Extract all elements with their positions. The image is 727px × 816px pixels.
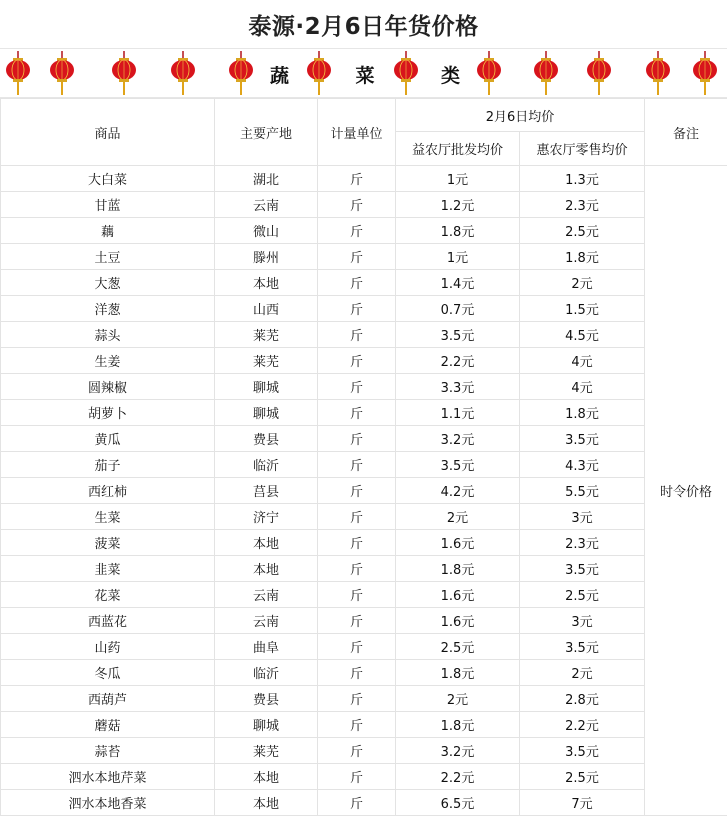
cell-product: 山药 bbox=[1, 634, 215, 660]
header-date-group: 2月6日均价 bbox=[396, 99, 645, 132]
cell-wholesale: 0.7元 bbox=[396, 296, 520, 322]
cell-wholesale: 1.1元 bbox=[396, 400, 520, 426]
cell-product: 甘蓝 bbox=[1, 192, 215, 218]
cell-origin: 云南 bbox=[215, 608, 318, 634]
price-table bbox=[0, 98, 727, 816]
cell-unit: 斤 bbox=[318, 400, 396, 426]
cell-product: 花菜 bbox=[1, 582, 215, 608]
cell-product: 黄瓜 bbox=[1, 426, 215, 452]
cell-retail: 3.5元 bbox=[520, 556, 645, 582]
table-row bbox=[1, 270, 727, 296]
cell-wholesale: 1.6元 bbox=[396, 582, 520, 608]
category-title bbox=[270, 59, 460, 89]
red-lantern-icon bbox=[693, 51, 717, 95]
cell-origin: 本地 bbox=[215, 764, 318, 790]
red-lantern-icon bbox=[171, 51, 195, 95]
cell-retail: 2.5元 bbox=[520, 764, 645, 790]
cell-unit: 斤 bbox=[318, 322, 396, 348]
table-row bbox=[1, 322, 727, 348]
cell-wholesale: 2.2元 bbox=[396, 348, 520, 374]
cell-origin: 济宁 bbox=[215, 504, 318, 530]
cell-retail: 3元 bbox=[520, 504, 645, 530]
table-row bbox=[1, 660, 727, 686]
header-note: 备注 bbox=[645, 99, 727, 166]
cell-retail: 2.2元 bbox=[520, 712, 645, 738]
cell-wholesale: 3.5元 bbox=[396, 322, 520, 348]
cell-retail: 3.5元 bbox=[520, 738, 645, 764]
cell-retail: 2元 bbox=[520, 270, 645, 296]
cell-product: 土豆 bbox=[1, 244, 215, 270]
table-row bbox=[1, 504, 727, 530]
cell-product: 泗水本地香菜 bbox=[1, 790, 215, 816]
cell-product: 大白菜 bbox=[1, 166, 215, 192]
cell-origin: 本地 bbox=[215, 790, 318, 816]
table-body bbox=[1, 166, 727, 816]
cell-unit: 斤 bbox=[318, 504, 396, 530]
table-row bbox=[1, 608, 727, 634]
table-row bbox=[1, 348, 727, 374]
cell-wholesale: 3.2元 bbox=[396, 738, 520, 764]
table-row bbox=[1, 738, 727, 764]
cell-origin: 山西 bbox=[215, 296, 318, 322]
cell-origin: 莱芜 bbox=[215, 348, 318, 374]
cell-retail: 1.8元 bbox=[520, 400, 645, 426]
category-char: 类 bbox=[441, 61, 460, 88]
cell-unit: 斤 bbox=[318, 634, 396, 660]
page-title: 泰源·2月6日年货价格 bbox=[0, 0, 727, 48]
cell-retail: 7元 bbox=[520, 790, 645, 816]
category-char: 蔬 bbox=[270, 61, 289, 88]
cell-wholesale: 3.2元 bbox=[396, 426, 520, 452]
table-row bbox=[1, 374, 727, 400]
cell-retail: 5.5元 bbox=[520, 478, 645, 504]
cell-retail: 4.3元 bbox=[520, 452, 645, 478]
red-lantern-icon bbox=[587, 51, 611, 95]
table-row bbox=[1, 218, 727, 244]
cell-product: 生姜 bbox=[1, 348, 215, 374]
cell-origin: 莒县 bbox=[215, 478, 318, 504]
cell-unit: 斤 bbox=[318, 374, 396, 400]
table-row bbox=[1, 244, 727, 270]
cell-unit: 斤 bbox=[318, 530, 396, 556]
header-unit: 计量单位 bbox=[318, 99, 396, 166]
cell-unit: 斤 bbox=[318, 790, 396, 816]
cell-unit: 斤 bbox=[318, 192, 396, 218]
table-row bbox=[1, 296, 727, 322]
red-lantern-icon bbox=[646, 51, 670, 95]
cell-unit: 斤 bbox=[318, 660, 396, 686]
cell-wholesale: 3.3元 bbox=[396, 374, 520, 400]
cell-unit: 斤 bbox=[318, 556, 396, 582]
category-char: 菜 bbox=[355, 61, 374, 88]
cell-unit: 斤 bbox=[318, 608, 396, 634]
cell-origin: 滕州 bbox=[215, 244, 318, 270]
cell-unit: 斤 bbox=[318, 478, 396, 504]
cell-unit: 斤 bbox=[318, 218, 396, 244]
cell-wholesale: 2.5元 bbox=[396, 634, 520, 660]
cell-retail: 4.5元 bbox=[520, 322, 645, 348]
cell-wholesale: 1元 bbox=[396, 166, 520, 192]
cell-product: 冬瓜 bbox=[1, 660, 215, 686]
cell-origin: 莱芜 bbox=[215, 738, 318, 764]
cell-retail: 4元 bbox=[520, 348, 645, 374]
table-row bbox=[1, 400, 727, 426]
cell-origin: 本地 bbox=[215, 270, 318, 296]
header-product: 商品 bbox=[1, 99, 215, 166]
cell-product: 茄子 bbox=[1, 452, 215, 478]
cell-product: 大葱 bbox=[1, 270, 215, 296]
cell-retail: 3元 bbox=[520, 608, 645, 634]
header-origin: 主要产地 bbox=[215, 99, 318, 166]
cell-product: 蘑菇 bbox=[1, 712, 215, 738]
cell-retail: 1.8元 bbox=[520, 244, 645, 270]
cell-retail: 3.5元 bbox=[520, 634, 645, 660]
cell-product: 圆辣椒 bbox=[1, 374, 215, 400]
cell-unit: 斤 bbox=[318, 270, 396, 296]
cell-unit: 斤 bbox=[318, 348, 396, 374]
cell-product: 西蓝花 bbox=[1, 608, 215, 634]
cell-retail: 2.5元 bbox=[520, 218, 645, 244]
cell-wholesale: 6.5元 bbox=[396, 790, 520, 816]
cell-origin: 聊城 bbox=[215, 712, 318, 738]
cell-origin: 莱芜 bbox=[215, 322, 318, 348]
cell-wholesale: 1.8元 bbox=[396, 218, 520, 244]
table-row bbox=[1, 452, 727, 478]
red-lantern-icon bbox=[50, 51, 74, 95]
cell-origin: 费县 bbox=[215, 686, 318, 712]
table-row bbox=[1, 712, 727, 738]
cell-origin: 聊城 bbox=[215, 400, 318, 426]
cell-wholesale: 4.2元 bbox=[396, 478, 520, 504]
cell-retail: 2.5元 bbox=[520, 582, 645, 608]
cell-retail: 1.5元 bbox=[520, 296, 645, 322]
cell-wholesale: 1.8元 bbox=[396, 556, 520, 582]
table-row bbox=[1, 192, 727, 218]
cell-product: 藕 bbox=[1, 218, 215, 244]
cell-origin: 云南 bbox=[215, 582, 318, 608]
table-row bbox=[1, 166, 727, 192]
cell-origin: 聊城 bbox=[215, 374, 318, 400]
cell-wholesale: 2元 bbox=[396, 686, 520, 712]
header-retail: 惠农厅零售均价 bbox=[520, 132, 645, 166]
cell-origin: 云南 bbox=[215, 192, 318, 218]
cell-unit: 斤 bbox=[318, 452, 396, 478]
cell-origin: 本地 bbox=[215, 556, 318, 582]
cell-retail: 4元 bbox=[520, 374, 645, 400]
cell-unit: 斤 bbox=[318, 764, 396, 790]
table-row bbox=[1, 478, 727, 504]
cell-product: 菠菜 bbox=[1, 530, 215, 556]
cell-wholesale: 1.6元 bbox=[396, 530, 520, 556]
red-lantern-icon bbox=[112, 51, 136, 95]
cell-product: 生菜 bbox=[1, 504, 215, 530]
category-banner bbox=[0, 48, 727, 98]
red-lantern-icon bbox=[6, 51, 30, 95]
cell-unit: 斤 bbox=[318, 712, 396, 738]
cell-retail: 2.8元 bbox=[520, 686, 645, 712]
cell-unit: 斤 bbox=[318, 166, 396, 192]
cell-unit: 斤 bbox=[318, 686, 396, 712]
cell-unit: 斤 bbox=[318, 426, 396, 452]
header-wholesale: 益农厅批发均价 bbox=[396, 132, 520, 166]
table-row bbox=[1, 634, 727, 660]
cell-unit: 斤 bbox=[318, 738, 396, 764]
table-row bbox=[1, 686, 727, 712]
cell-origin: 费县 bbox=[215, 426, 318, 452]
cell-product: 西葫芦 bbox=[1, 686, 215, 712]
cell-wholesale: 2元 bbox=[396, 504, 520, 530]
cell-wholesale: 1.8元 bbox=[396, 712, 520, 738]
cell-wholesale: 2.2元 bbox=[396, 764, 520, 790]
cell-product: 西红柿 bbox=[1, 478, 215, 504]
cell-wholesale: 1.8元 bbox=[396, 660, 520, 686]
cell-product: 蒜苔 bbox=[1, 738, 215, 764]
cell-product: 韭菜 bbox=[1, 556, 215, 582]
cell-wholesale: 1元 bbox=[396, 244, 520, 270]
cell-unit: 斤 bbox=[318, 296, 396, 322]
cell-origin: 本地 bbox=[215, 530, 318, 556]
table-row bbox=[1, 530, 727, 556]
cell-unit: 斤 bbox=[318, 244, 396, 270]
cell-note: 时令价格 bbox=[645, 166, 727, 816]
cell-product: 洋葱 bbox=[1, 296, 215, 322]
cell-unit: 斤 bbox=[318, 582, 396, 608]
cell-wholesale: 1.6元 bbox=[396, 608, 520, 634]
cell-origin: 湖北 bbox=[215, 166, 318, 192]
cell-origin: 临沂 bbox=[215, 452, 318, 478]
cell-retail: 2元 bbox=[520, 660, 645, 686]
cell-origin: 微山 bbox=[215, 218, 318, 244]
cell-wholesale: 3.5元 bbox=[396, 452, 520, 478]
cell-origin: 曲阜 bbox=[215, 634, 318, 660]
cell-retail: 3.5元 bbox=[520, 426, 645, 452]
table-row bbox=[1, 556, 727, 582]
cell-wholesale: 1.4元 bbox=[396, 270, 520, 296]
red-lantern-icon bbox=[534, 51, 558, 95]
cell-wholesale: 1.2元 bbox=[396, 192, 520, 218]
table-row bbox=[1, 426, 727, 452]
cell-origin: 临沂 bbox=[215, 660, 318, 686]
cell-retail: 1.3元 bbox=[520, 166, 645, 192]
table-row bbox=[1, 582, 727, 608]
red-lantern-icon bbox=[477, 51, 501, 95]
table-row bbox=[1, 764, 727, 790]
cell-product: 胡萝卜 bbox=[1, 400, 215, 426]
cell-retail: 2.3元 bbox=[520, 530, 645, 556]
cell-product: 泗水本地芹菜 bbox=[1, 764, 215, 790]
cell-retail: 2.3元 bbox=[520, 192, 645, 218]
red-lantern-icon bbox=[229, 51, 253, 95]
cell-product: 蒜头 bbox=[1, 322, 215, 348]
